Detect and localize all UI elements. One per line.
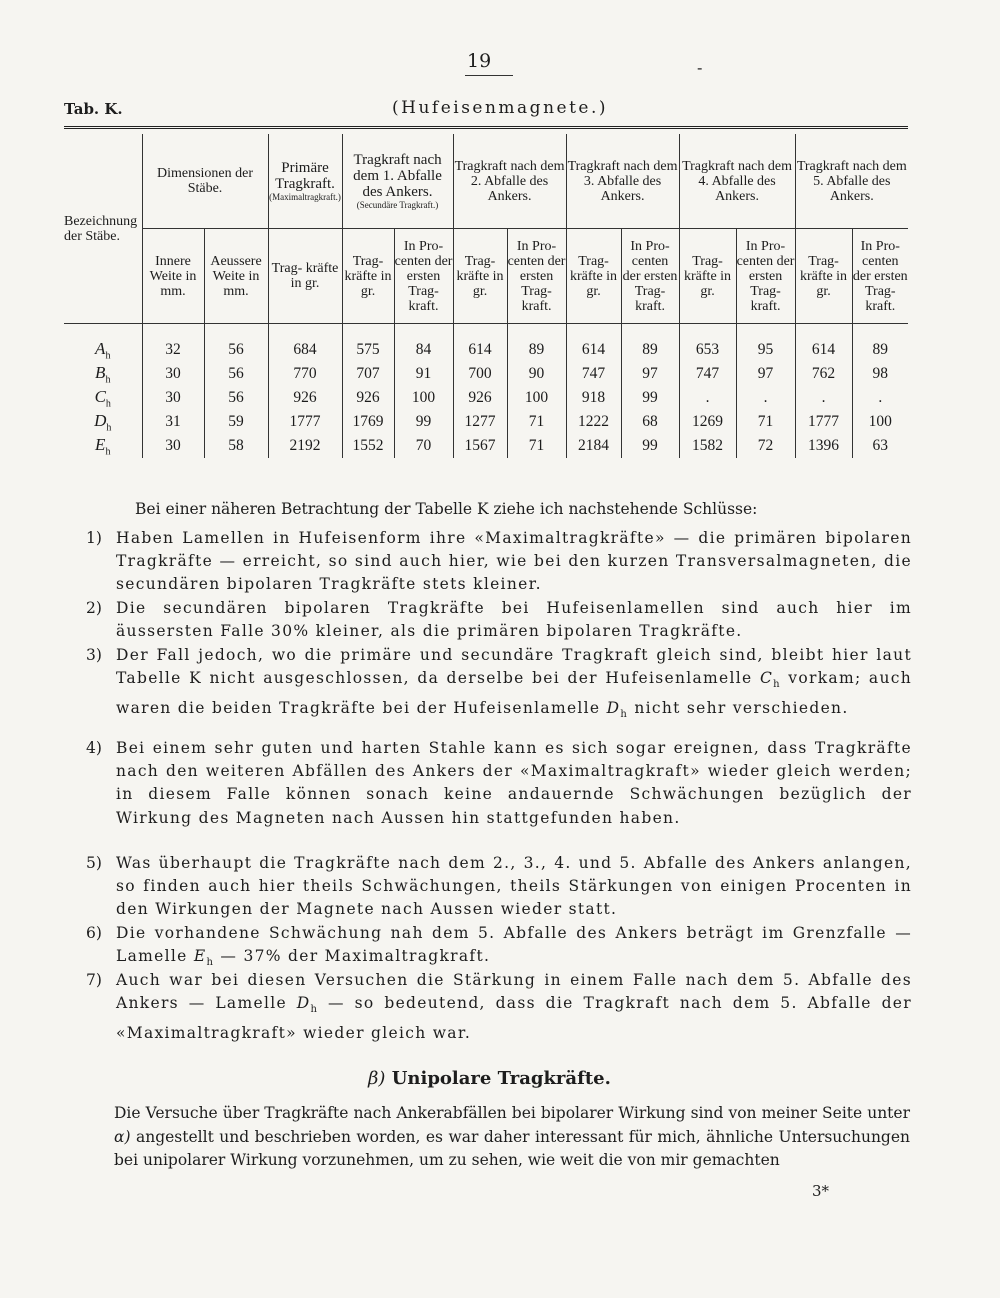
conclusion-7 — [86, 969, 912, 1045]
row-label — [64, 410, 142, 434]
table-cell: 91 — [394, 362, 453, 386]
table-cell: 1777 — [795, 410, 852, 434]
table-cell: 1582 — [679, 434, 736, 458]
conclusion-3-text-b: vorkam; auch waren die beiden Tragkräfte bei der Hufeisenlamelle — [116, 669, 912, 717]
table-cell: 59 — [204, 410, 268, 434]
table-cell: 89 — [507, 338, 566, 362]
paragraph-text-b: angestellt und beschrieben worden, es war daher interessant für mich, ähnliche Untersuchungen bei unipolarer Wirkung vorzunehmen, um zu sehen, wie weit die von mir gemachten — [114, 1127, 910, 1169]
header-innere: Innere Weite in mm. — [142, 229, 204, 324]
table-cell: 71 — [507, 434, 566, 458]
table-cell: 926 — [268, 386, 342, 410]
table-cell: 30 — [142, 386, 204, 410]
conclusion-2-text: Die secundären bipolaren Tragkräfte bei Hufeisenlamellen sind auch hier im äussersten Falle 30% kleiner, als die primären bipolaren Tragkräfte. — [116, 599, 912, 641]
lamella-c-label: C — [759, 669, 774, 688]
row-label — [64, 362, 142, 386]
table-cell: 2192 — [268, 434, 342, 458]
table-cell: 614 — [453, 338, 507, 362]
table-cell: 1769 — [342, 410, 394, 434]
table-cell: 99 — [394, 410, 453, 434]
header-primaere-label: Primäre Tragkraft. — [275, 160, 335, 192]
table-cell: 99 — [621, 434, 679, 458]
conclusion-4-number: 4) — [86, 739, 102, 757]
lamella-d-label: D — [606, 698, 621, 717]
header-tk2-tragkraefte: Trag- kräfte in gr. — [453, 229, 507, 324]
table-cell: 56 — [204, 338, 268, 362]
header-tk1-tragkraefte: Trag- kräfte in gr. — [342, 229, 394, 324]
conclusion-7-body — [116, 969, 912, 1045]
row-label-sub: h — [105, 446, 111, 458]
lamella-d-sub: h — [620, 708, 629, 720]
conclusion-4 — [86, 737, 912, 830]
table-row — [64, 338, 908, 362]
header-tk1-label: Tragkraft nach dem 1. Abfalle des Ankers. — [353, 152, 442, 200]
header-tk1 — [342, 134, 453, 229]
table-cell: . — [679, 386, 736, 410]
data-table — [64, 134, 908, 458]
conclusion-3-text-c: nicht sehr verschieden. — [628, 698, 849, 717]
header-tk4: Tragkraft nach dem 4. Abfalle des Ankers. — [679, 134, 795, 229]
header-dash: - — [697, 58, 703, 77]
table-cell: 100 — [394, 386, 453, 410]
conclusion-3-body — [116, 644, 912, 726]
table-cell: 770 — [268, 362, 342, 386]
table-cell: 98 — [872, 365, 889, 382]
conclusion-6-body — [116, 922, 912, 975]
table-cell: 68 — [621, 410, 679, 434]
table-cell: 56 — [204, 362, 268, 386]
table-cell: 71 — [507, 410, 566, 434]
table-cell: 89 — [872, 341, 889, 358]
row-label — [64, 338, 142, 362]
header-bezeichnung: Bezeichnung der Stäbe. — [64, 134, 142, 324]
row-label-letter: E — [95, 434, 106, 454]
conclusion-3-number: 3) — [86, 646, 102, 664]
header-dimensionen: Dimensionen der Stäbe. — [142, 134, 268, 229]
table-cell: 1222 — [566, 410, 621, 434]
header-aeussere: Aeussere Weite in mm. — [204, 229, 268, 324]
conclusion-1-number: 1) — [86, 529, 102, 547]
table-cell: 653 — [679, 338, 736, 362]
row-label-sub: h — [106, 422, 112, 434]
table-cell: 926 — [342, 386, 394, 410]
table-cell: 747 — [679, 362, 736, 386]
table-cell: 100 — [868, 413, 892, 430]
table-cell: 56 — [204, 386, 268, 410]
header-tk2-procenten: In Pro- centen der ersten Trag- kraft. — [507, 229, 566, 324]
signature-mark: 3* — [812, 1182, 830, 1200]
lamella-c-sub: h — [773, 679, 781, 691]
body-paragraph — [114, 1102, 910, 1173]
row-label-sub: h — [105, 374, 111, 386]
table-cell: 71 — [736, 410, 795, 434]
table-cell: 31 — [142, 410, 204, 434]
table-cell: 614 — [795, 338, 852, 362]
header-tk2: Tragkraft nach dem 2. Abfalle des Ankers. — [453, 134, 566, 229]
table-cell: 30 — [142, 362, 204, 386]
conclusion-6-text-b: — 37% der Maximaltragkraft. — [214, 947, 491, 966]
conclusion-7-text-b: — so bedeutend, dass die Tragkraft nach dem 5. Abfalle der «Maximaltragkraft» wieder gleich war. — [116, 994, 912, 1042]
lamella-d-label-2: D — [296, 994, 311, 1013]
table-cell: 95 — [736, 338, 795, 362]
row-label-letter: D — [94, 410, 107, 430]
row-label-letter: B — [95, 362, 106, 382]
page-number-rule — [465, 75, 513, 76]
table-cell: 575 — [342, 338, 394, 362]
conclusions-intro: Bei einer näheren Betrachtung der Tabelle K ziehe ich nachstehende Schlüsse: — [135, 500, 758, 518]
table-cell: 97 — [621, 362, 679, 386]
table-cell: 918 — [566, 386, 621, 410]
table-row — [64, 410, 908, 434]
table-cell: 58 — [204, 434, 268, 458]
table-cell: 926 — [453, 386, 507, 410]
table-row — [64, 362, 908, 386]
row-label-sub: h — [105, 398, 111, 410]
table-cell: 762 — [795, 362, 852, 386]
table-cell: . — [878, 389, 883, 406]
table-cell: 747 — [566, 362, 621, 386]
table-cell: 32 — [142, 338, 204, 362]
paragraph-text-a: Die Versuche über Tragkräfte nach Ankerabfällen bei bipolarer Wirkung sind von meiner Seite unter — [114, 1104, 910, 1122]
header-tk1-procenten: In Pro- centen der ersten Trag- kraft. — [394, 229, 453, 324]
table-cell: 97 — [736, 362, 795, 386]
header-primaere-note: (Maximaltragkraft.) — [269, 192, 341, 202]
header-tk1-note: (Secundäre Tragkraft.) — [356, 200, 439, 210]
section-title-text: Unipolare Tragkräfte. — [391, 1068, 611, 1089]
table-cell: 100 — [507, 386, 566, 410]
table-cell: 2184 — [566, 434, 621, 458]
table-cell: 1277 — [453, 410, 507, 434]
header-tk5: Tragkraft nach dem 5. Abfalle des Ankers. — [795, 134, 908, 229]
conclusion-6-text-a: Die vorhandene Schwächung nah dem 5. Abfalle des Ankers beträgt im Grenzfalle — Lamelle — [116, 924, 912, 966]
header-tk3-procenten: In Pro- centen der ersten Trag- kraft. — [621, 229, 679, 324]
table-cell: 70 — [394, 434, 453, 458]
table-cell: . — [736, 386, 795, 410]
conclusion-6 — [86, 922, 912, 975]
header-tk4-tragkraefte: Trag- kräfte in gr. — [679, 229, 736, 324]
header-tk5-procenten: In Pro- centen der ersten Trag- kraft. — [852, 229, 908, 324]
table-cell: 1567 — [453, 434, 507, 458]
lamella-e-sub: h — [206, 957, 215, 969]
table-row — [64, 386, 908, 410]
section-title — [368, 1068, 611, 1089]
table-cell: 84 — [394, 338, 453, 362]
conclusion-4-text: Bei einem sehr guten und harten Stahle kann es sich sogar ereignen, dass Tragkräfte nach den weiteren Abfällen des Ankers der «Maximaltragkraft» wieder gleich werden; in diesem Falle können sonach keine andauernde Schwächungen bezüglich der Wirkung des Magneten nach Aussen hin stattgefunden haben. — [116, 739, 912, 827]
table-cell: 72 — [736, 434, 795, 458]
conclusion-5-text: Was überhaupt die Tragkräfte nach dem 2., 3., 4. und 5. Abfalle des Ankers anlangen, so finden auch hier theils Schwächungen, theils Stärkungen von einigen Procenten in den Wirkungen der Magnete nach Aussen wieder statt. — [116, 854, 912, 919]
table-cell: 99 — [621, 386, 679, 410]
table-gap-row — [64, 324, 908, 339]
table-cell: 1777 — [268, 410, 342, 434]
table-title: (Hufeisenmagnete.) — [392, 98, 609, 118]
conclusion-5-number: 5) — [86, 854, 102, 872]
header-tk5-tragkraefte: Trag- kräfte in gr. — [795, 229, 852, 324]
row-label — [64, 386, 142, 410]
conclusion-6-number: 6) — [86, 924, 102, 942]
table-cell: 1552 — [342, 434, 394, 458]
table-row — [64, 434, 908, 458]
table-cell: 1269 — [679, 410, 736, 434]
table-cell: 614 — [566, 338, 621, 362]
table-top-rule — [64, 126, 908, 129]
table-cell: 1396 — [795, 434, 852, 458]
page-number: 19 — [467, 50, 492, 72]
table-cell: . — [795, 386, 852, 410]
row-label-letter: C — [94, 386, 106, 406]
conclusion-3-text-a: Der Fall jedoch, wo die primäre und secundäre Tragkraft gleich sind, bleibt hier laut Tabelle K nicht ausgeschlossen, da derselbe bei der Hufeisenlamelle — [116, 646, 912, 688]
conclusion-5 — [86, 852, 912, 922]
table-cell: 30 — [142, 434, 204, 458]
header-primaere — [268, 134, 342, 229]
table-cell: 90 — [507, 362, 566, 386]
section-greek: β) — [368, 1068, 386, 1089]
header-primaere-tragkraefte: Trag- kräfte in gr. — [268, 229, 342, 324]
table-cell: 89 — [621, 338, 679, 362]
table-cell: 684 — [268, 338, 342, 362]
header-tk4-procenten: In Pro- centen der ersten Trag- kraft. — [736, 229, 795, 324]
paragraph-alpha: α) — [114, 1127, 131, 1146]
lamella-e-label: E — [193, 947, 207, 966]
table-label: Tab. K. — [64, 100, 123, 118]
table-cell: 700 — [453, 362, 507, 386]
lamella-d-sub-2: h — [310, 1004, 319, 1016]
row-label-sub: h — [105, 350, 111, 362]
conclusion-3 — [86, 644, 912, 726]
row-label — [64, 434, 142, 458]
conclusion-2 — [86, 597, 912, 643]
header-tk3-tragkraefte: Trag- kräfte in gr. — [566, 229, 621, 324]
table-cell: 63 — [872, 437, 889, 454]
header-tk3: Tragkraft nach dem 3. Abfalle des Ankers. — [566, 134, 679, 229]
conclusion-7-text-a: Auch war bei diesen Versuchen die Stärkung in einem Falle nach dem 5. Abfalle des Ankers — Lamelle — [116, 971, 912, 1013]
conclusion-1 — [86, 527, 912, 597]
conclusion-1-text: Haben Lamellen in Hufeisenform ihre «Maximaltragkräfte» — die primären bipolaren Tragkräfte — erreicht, so sind auch hier, wie bei den kurzen Transversalmagneten, die secundären bipolaren Tragkräfte stets kleiner. — [116, 529, 912, 594]
table-cell: 707 — [342, 362, 394, 386]
row-label-letter: A — [95, 338, 106, 358]
conclusion-7-number: 7) — [86, 971, 102, 989]
conclusion-2-number: 2) — [86, 599, 102, 617]
